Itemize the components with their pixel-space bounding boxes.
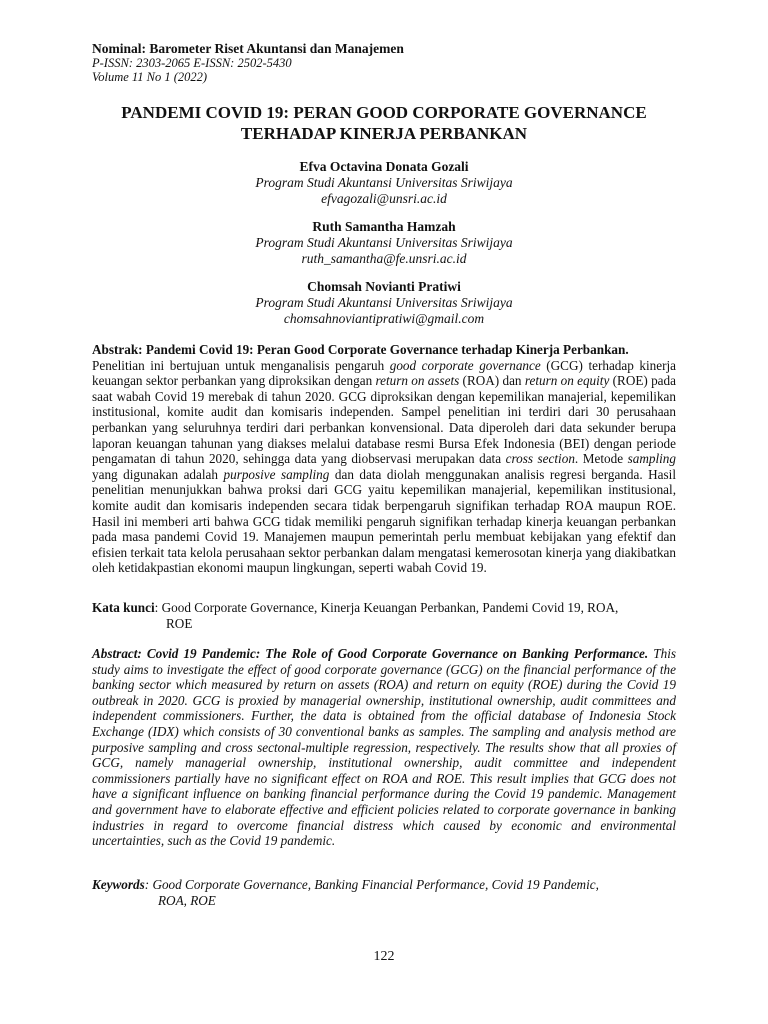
author-block bbox=[160, 279, 608, 327]
journal-name: Nominal: Barometer Riset Akuntansi dan Manajemen bbox=[92, 41, 404, 56]
author-name: Efva Octavina Donata Gozali bbox=[299, 159, 469, 174]
paper-title bbox=[60, 102, 708, 144]
abstract-heading: Abstract: Covid 19 Pandemic: The Role of Good Corporate Governance on Banking Performance. bbox=[92, 646, 649, 661]
kata-kunci-label: Kata kunci bbox=[92, 600, 155, 615]
author-affiliation: Program Studi Akuntansi Universitas Sriwijaya bbox=[255, 235, 513, 250]
abstrak-term: return on assets bbox=[375, 373, 460, 389]
page-number: 122 bbox=[373, 949, 395, 964]
keywords-list-cont: ROA, ROE bbox=[158, 892, 216, 908]
journal-volume: Volume 11 No 1 (2022) bbox=[92, 70, 208, 84]
journal-header bbox=[92, 42, 692, 84]
abstrak-text: (ROA) dan bbox=[459, 373, 525, 389]
journal-issn: P-ISSN: 2303-2065 E-ISSN: 2502-5430 bbox=[92, 56, 292, 70]
title-line-1: PANDEMI COVID 19: PERAN GOOD CORPORATE GOVERNANCE bbox=[121, 103, 647, 122]
abstrak-text: (ROE) pada saat wabah Covid 19 merebak di tahun 2020. GCG diproksikan dengan kepemilikan manajerial, kepemilikan institusional, komite audit dan komisaris independen. Sampel penelitian ini terdiri dari 30 perusahaan perbankan yang seluruhnya terdiri dari perbankan konvensional. Data diperoleh dari data sekunder berupa laporan keuangan tahunan yang diakses melalui database resmi Bursa Efek Indonesia (BEI) dengan periode pengamatan di tahun 2020, sehingga data yang diobservasi merupakan data bbox=[92, 373, 676, 467]
abstract-text: This study aims to investigate the effect of good corporate governance (GCG) on the financial performance of the banking sector which measured by return on assets (ROA) and return on equity (ROE) during the Covid 19 outbreak in 2020. GCG is proxied by managerial ownership, institutional ownership, audit committees and independent commissioners. Further, the data is obtained from the official database of Indonesia Stock Exchange (IDX) which consists of 30 conventional banks as samples. The sampling and analysis method are purposive sampling and cross sectonal-multiple regression, respectively. The results show that all proxies of GCG, namely managerial ownership, institutional ownership, audit committee and independent commissioners partially have no significant effect on ROA and ROE. This result implies that GCG does not have a significant influence on banking financial performance during the Covid 19 pandemic. Management and government have to elaborate effective and efficient policies related to corporate governance in banking industries in regard to overcome financial distress which caused by economic and environmental uncertainties, such as the Covid 19 pandemic. bbox=[92, 646, 676, 849]
author-email: ruth_samantha@fe.unsri.ac.id bbox=[301, 251, 467, 266]
author-affiliation: Program Studi Akuntansi Universitas Sriwijaya bbox=[255, 295, 513, 310]
abstrak-indonesian bbox=[92, 342, 676, 576]
abstrak-term: cross section bbox=[505, 451, 575, 467]
abstrak-text: (GCG) terhadap kinerja keuangan sektor perbankan yang diproksikan dengan bbox=[92, 357, 676, 389]
author-name: Ruth Samantha Hamzah bbox=[312, 219, 456, 234]
keywords bbox=[92, 877, 676, 908]
abstrak-term: sampling bbox=[627, 451, 676, 467]
kata-kunci-list: : Good Corporate Governance, Kinerja Keuangan Perbankan, Pandemi Covid 19, ROA, bbox=[154, 600, 619, 615]
kata-kunci bbox=[92, 600, 676, 631]
abstrak-text: dan data diolah menggunakan analisis regresi berganda. Hasil penelitian menunjukkan bahwa proksi dari GCG yaitu kepemilikan manajerial, kepemilikan institusional, komite audit dan komisaris independen secara tidak berpengaruh signifikan terhadap ROA maupun ROE. Hasil ini memberi arti bahwa GCG tidak memiliki pengaruh signifikan terhadap kinerja keuangan perbankan pada masa pandemi Covid 19. Manajemen maupun pemerintah perlu membuat kebijakan yang efektif dan efisien terkait tata kelola perusahaan sektor perbankan dalam mengatasi kemerosotan kinerja yang diakibatkan oleh ketidakpastian ekonomi maupun lingkungan, seperti wabah Covid 19. bbox=[92, 466, 676, 576]
kata-kunci-list-cont: ROE bbox=[166, 615, 193, 631]
abstrak-text: yang digunakan adalah bbox=[92, 466, 224, 482]
keywords-list: : Good Corporate Governance, Banking Financial Performance, Covid 19 Pandemic, bbox=[144, 877, 599, 892]
abstract-english bbox=[92, 646, 676, 849]
keywords-label: Keywords bbox=[92, 877, 145, 892]
author-affiliation: Program Studi Akuntansi Universitas Sriwijaya bbox=[255, 175, 513, 190]
author-email: chomsahnoviantipratiwi@gmail.com bbox=[283, 311, 485, 326]
title-line-2: TERHADAP KINERJA PERBANKAN bbox=[240, 124, 528, 143]
author-email: efvagozali@unsri.ac.id bbox=[321, 191, 447, 206]
abstrak-term: return on equity bbox=[524, 373, 610, 389]
abstrak-term: purposive sampling bbox=[223, 466, 330, 482]
author-block bbox=[160, 159, 608, 207]
abstrak-text: Penelitian ini bertujuan untuk menganalisis pengaruh bbox=[92, 357, 390, 373]
abstrak-heading: Abstrak: Pandemi Covid 19: Peran Good Corporate Governance terhadap Kinerja Perbankan. bbox=[92, 342, 629, 357]
author-name: Chomsah Novianti Pratiwi bbox=[307, 279, 461, 294]
abstrak-term: good corporate governance bbox=[389, 357, 541, 373]
author-list bbox=[160, 159, 608, 339]
author-block bbox=[160, 219, 608, 267]
abstrak-text: . Metode bbox=[574, 451, 628, 467]
